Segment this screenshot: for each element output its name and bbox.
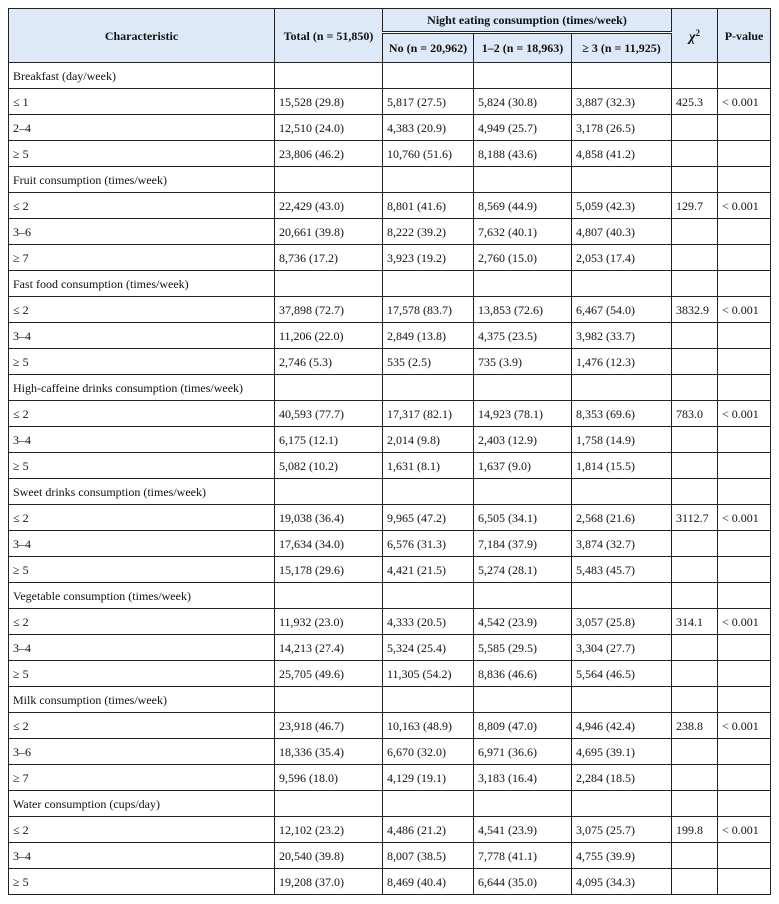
high-cell: 4,807 (40.3) bbox=[572, 219, 672, 245]
row-label: ≥ 5 bbox=[9, 141, 275, 167]
total-cell: 8,736 (17.2) bbox=[275, 245, 383, 271]
total-cell: 2,746 (5.3) bbox=[275, 349, 383, 375]
chi-square-cell bbox=[672, 427, 718, 453]
empty-cell bbox=[383, 479, 474, 505]
table-row bbox=[9, 661, 771, 687]
mid-cell: 8,809 (47.0) bbox=[474, 713, 572, 739]
p-value-cell bbox=[718, 219, 771, 245]
empty-cell bbox=[275, 479, 383, 505]
row-label: 3–6 bbox=[9, 219, 275, 245]
empty-cell bbox=[572, 479, 672, 505]
total-cell: 15,528 (29.8) bbox=[275, 89, 383, 115]
empty-cell bbox=[572, 583, 672, 609]
empty-cell bbox=[672, 791, 718, 817]
p-value-cell: < 0.001 bbox=[718, 89, 771, 115]
mid-cell: 4,542 (23.9) bbox=[474, 609, 572, 635]
high-cell: 8,353 (69.6) bbox=[572, 401, 672, 427]
chi-square-cell: 129.7 bbox=[672, 193, 718, 219]
table-row bbox=[9, 193, 771, 219]
no-cell: 8,007 (38.5) bbox=[383, 843, 474, 869]
chi-superscript: 2 bbox=[695, 28, 701, 38]
total-cell: 20,540 (39.8) bbox=[275, 843, 383, 869]
row-label: ≤ 2 bbox=[9, 609, 275, 635]
row-label: 3–4 bbox=[9, 843, 275, 869]
high-cell: 4,858 (41.2) bbox=[572, 141, 672, 167]
empty-cell bbox=[718, 63, 771, 89]
section-title: High-caffeine drinks consumption (times/week) bbox=[9, 375, 275, 401]
table-row bbox=[9, 557, 771, 583]
section-row bbox=[9, 375, 771, 401]
p-value-cell: < 0.001 bbox=[718, 713, 771, 739]
total-cell: 22,429 (43.0) bbox=[275, 193, 383, 219]
mid-cell: 1,637 (9.0) bbox=[474, 453, 572, 479]
high-cell: 3,982 (33.7) bbox=[572, 323, 672, 349]
mid-cell: 735 (3.9) bbox=[474, 349, 572, 375]
high-cell: 5,059 (42.3) bbox=[572, 193, 672, 219]
p-value-cell bbox=[718, 245, 771, 271]
row-label: ≥ 5 bbox=[9, 661, 275, 687]
high-cell: 3,057 (25.8) bbox=[572, 609, 672, 635]
p-value-cell bbox=[718, 557, 771, 583]
empty-cell bbox=[572, 687, 672, 713]
mid-cell: 4,949 (25.7) bbox=[474, 115, 572, 141]
table-row bbox=[9, 141, 771, 167]
high-cell: 4,946 (42.4) bbox=[572, 713, 672, 739]
table-row bbox=[9, 323, 771, 349]
section-title: Vegetable consumption (times/week) bbox=[9, 583, 275, 609]
high-cell: 5,564 (46.5) bbox=[572, 661, 672, 687]
empty-cell bbox=[275, 63, 383, 89]
mid-cell: 5,274 (28.1) bbox=[474, 557, 572, 583]
data-table bbox=[8, 8, 771, 895]
total-cell: 19,038 (36.4) bbox=[275, 505, 383, 531]
chi-square-cell bbox=[672, 349, 718, 375]
no-cell: 3,923 (19.2) bbox=[383, 245, 474, 271]
no-cell: 10,163 (48.9) bbox=[383, 713, 474, 739]
total-cell: 11,206 (22.0) bbox=[275, 323, 383, 349]
no-cell: 11,305 (54.2) bbox=[383, 661, 474, 687]
row-label: ≤ 2 bbox=[9, 817, 275, 843]
high-cell: 3,178 (26.5) bbox=[572, 115, 672, 141]
section-title: Breakfast (day/week) bbox=[9, 63, 275, 89]
empty-cell bbox=[383, 687, 474, 713]
p-value-cell bbox=[718, 869, 771, 895]
chi-symbol: χ bbox=[689, 30, 696, 45]
no-cell: 4,421 (21.5) bbox=[383, 557, 474, 583]
total-cell: 5,082 (10.2) bbox=[275, 453, 383, 479]
high-cell: 4,695 (39.1) bbox=[572, 739, 672, 765]
empty-cell bbox=[474, 271, 572, 297]
empty-cell bbox=[474, 479, 572, 505]
empty-cell bbox=[275, 583, 383, 609]
empty-cell bbox=[275, 375, 383, 401]
mid-cell: 6,971 (36.6) bbox=[474, 739, 572, 765]
empty-cell bbox=[672, 63, 718, 89]
p-value-cell bbox=[718, 739, 771, 765]
section-row bbox=[9, 63, 771, 89]
mid-cell: 5,585 (29.5) bbox=[474, 635, 572, 661]
empty-cell bbox=[275, 167, 383, 193]
p-value-cell bbox=[718, 661, 771, 687]
high-cell: 6,467 (54.0) bbox=[572, 297, 672, 323]
p-value-cell: < 0.001 bbox=[718, 505, 771, 531]
chi-square-cell bbox=[672, 869, 718, 895]
header-p-value: P-value bbox=[718, 9, 771, 63]
no-cell: 17,578 (83.7) bbox=[383, 297, 474, 323]
mid-cell: 7,184 (37.9) bbox=[474, 531, 572, 557]
p-value-cell: < 0.001 bbox=[718, 401, 771, 427]
table-row bbox=[9, 713, 771, 739]
empty-cell bbox=[672, 479, 718, 505]
empty-cell bbox=[672, 271, 718, 297]
section-row bbox=[9, 479, 771, 505]
empty-cell bbox=[275, 687, 383, 713]
p-value-cell: < 0.001 bbox=[718, 297, 771, 323]
table-header bbox=[9, 9, 771, 63]
empty-cell bbox=[474, 167, 572, 193]
chi-square-cell bbox=[672, 453, 718, 479]
chi-square-cell bbox=[672, 141, 718, 167]
row-label: ≥ 7 bbox=[9, 245, 275, 271]
high-cell: 4,755 (39.9) bbox=[572, 843, 672, 869]
p-value-cell bbox=[718, 843, 771, 869]
total-cell: 40,593 (77.7) bbox=[275, 401, 383, 427]
table-row bbox=[9, 843, 771, 869]
mid-cell: 2,760 (15.0) bbox=[474, 245, 572, 271]
no-cell: 4,383 (20.9) bbox=[383, 115, 474, 141]
row-label: 3–4 bbox=[9, 635, 275, 661]
empty-cell bbox=[383, 375, 474, 401]
p-value-cell bbox=[718, 453, 771, 479]
p-value-cell bbox=[718, 765, 771, 791]
chi-square-cell: 314.1 bbox=[672, 609, 718, 635]
empty-cell bbox=[275, 791, 383, 817]
p-value-cell bbox=[718, 531, 771, 557]
section-title: Fast food consumption (times/week) bbox=[9, 271, 275, 297]
total-cell: 11,932 (23.0) bbox=[275, 609, 383, 635]
p-value-cell: < 0.001 bbox=[718, 193, 771, 219]
p-value-cell bbox=[718, 115, 771, 141]
empty-cell bbox=[718, 479, 771, 505]
empty-cell bbox=[474, 583, 572, 609]
chi-square-cell: 199.8 bbox=[672, 817, 718, 843]
empty-cell bbox=[474, 687, 572, 713]
row-label: ≤ 2 bbox=[9, 297, 275, 323]
mid-cell: 4,541 (23.9) bbox=[474, 817, 572, 843]
high-cell: 5,483 (45.7) bbox=[572, 557, 672, 583]
total-cell: 25,705 (49.6) bbox=[275, 661, 383, 687]
empty-cell bbox=[474, 375, 572, 401]
empty-cell bbox=[383, 63, 474, 89]
no-cell: 6,576 (31.3) bbox=[383, 531, 474, 557]
no-cell: 8,801 (41.6) bbox=[383, 193, 474, 219]
header-chi-square bbox=[672, 9, 718, 63]
empty-cell bbox=[672, 167, 718, 193]
empty-cell bbox=[718, 583, 771, 609]
empty-cell bbox=[718, 791, 771, 817]
no-cell: 8,222 (39.2) bbox=[383, 219, 474, 245]
high-cell: 2,284 (18.5) bbox=[572, 765, 672, 791]
mid-cell: 4,375 (23.5) bbox=[474, 323, 572, 349]
empty-cell bbox=[383, 167, 474, 193]
chi-square-cell bbox=[672, 843, 718, 869]
total-cell: 12,102 (23.2) bbox=[275, 817, 383, 843]
table-row bbox=[9, 765, 771, 791]
empty-cell bbox=[474, 791, 572, 817]
empty-cell bbox=[672, 375, 718, 401]
high-cell: 3,887 (32.3) bbox=[572, 89, 672, 115]
row-label: ≤ 2 bbox=[9, 713, 275, 739]
no-cell: 2,014 (9.8) bbox=[383, 427, 474, 453]
chi-square-cell: 3832.9 bbox=[672, 297, 718, 323]
empty-cell bbox=[572, 63, 672, 89]
header-characteristic: Characteristic bbox=[9, 9, 275, 63]
chi-square-cell bbox=[672, 765, 718, 791]
empty-cell bbox=[383, 271, 474, 297]
total-cell: 14,213 (27.4) bbox=[275, 635, 383, 661]
empty-cell bbox=[718, 687, 771, 713]
total-cell: 23,806 (46.2) bbox=[275, 141, 383, 167]
chi-square-cell bbox=[672, 323, 718, 349]
p-value-cell: < 0.001 bbox=[718, 609, 771, 635]
row-label: ≥ 5 bbox=[9, 869, 275, 895]
section-row bbox=[9, 271, 771, 297]
table-row bbox=[9, 115, 771, 141]
table-row bbox=[9, 505, 771, 531]
high-cell: 2,568 (21.6) bbox=[572, 505, 672, 531]
p-value-cell bbox=[718, 349, 771, 375]
chi-square-cell bbox=[672, 531, 718, 557]
header-1-2: 1–2 (n = 18,963) bbox=[474, 33, 572, 63]
empty-cell bbox=[672, 687, 718, 713]
header-total: Total (n = 51,850) bbox=[275, 9, 383, 63]
chi-square-cell bbox=[672, 557, 718, 583]
no-cell: 17,317 (82.1) bbox=[383, 401, 474, 427]
p-value-cell bbox=[718, 635, 771, 661]
mid-cell: 13,853 (72.6) bbox=[474, 297, 572, 323]
row-label: 2–4 bbox=[9, 115, 275, 141]
mid-cell: 2,403 (12.9) bbox=[474, 427, 572, 453]
chi-square-cell: 238.8 bbox=[672, 713, 718, 739]
section-title: Fruit consumption (times/week) bbox=[9, 167, 275, 193]
row-label: 3–4 bbox=[9, 323, 275, 349]
chi-square-cell: 3112.7 bbox=[672, 505, 718, 531]
empty-cell bbox=[383, 583, 474, 609]
table-container bbox=[8, 8, 771, 895]
mid-cell: 7,632 (40.1) bbox=[474, 219, 572, 245]
chi-square-cell bbox=[672, 245, 718, 271]
empty-cell bbox=[572, 167, 672, 193]
no-cell: 535 (2.5) bbox=[383, 349, 474, 375]
row-label: 3–4 bbox=[9, 531, 275, 557]
row-label: ≥ 5 bbox=[9, 557, 275, 583]
mid-cell: 8,836 (46.6) bbox=[474, 661, 572, 687]
empty-cell bbox=[474, 63, 572, 89]
table-row bbox=[9, 453, 771, 479]
table-row bbox=[9, 739, 771, 765]
no-cell: 4,333 (20.5) bbox=[383, 609, 474, 635]
total-cell: 23,918 (46.7) bbox=[275, 713, 383, 739]
table-row bbox=[9, 245, 771, 271]
header-3-plus: ≥ 3 (n = 11,925) bbox=[572, 33, 672, 63]
header-night-eating-group: Night eating consumption (times/week) bbox=[383, 9, 672, 33]
table-body bbox=[9, 63, 771, 895]
mid-cell: 6,644 (35.0) bbox=[474, 869, 572, 895]
high-cell: 1,758 (14.9) bbox=[572, 427, 672, 453]
empty-cell bbox=[718, 375, 771, 401]
total-cell: 15,178 (29.6) bbox=[275, 557, 383, 583]
row-label: ≤ 1 bbox=[9, 89, 275, 115]
section-row bbox=[9, 687, 771, 713]
empty-cell bbox=[572, 271, 672, 297]
table-row bbox=[9, 427, 771, 453]
no-cell: 8,469 (40.4) bbox=[383, 869, 474, 895]
empty-cell bbox=[275, 271, 383, 297]
p-value-cell bbox=[718, 323, 771, 349]
table-row bbox=[9, 869, 771, 895]
chi-square-cell bbox=[672, 115, 718, 141]
mid-cell: 14,923 (78.1) bbox=[474, 401, 572, 427]
empty-cell bbox=[572, 791, 672, 817]
total-cell: 17,634 (34.0) bbox=[275, 531, 383, 557]
table-row bbox=[9, 817, 771, 843]
chi-square-cell: 425.3 bbox=[672, 89, 718, 115]
empty-cell bbox=[718, 167, 771, 193]
empty-cell bbox=[383, 791, 474, 817]
mid-cell: 3,183 (16.4) bbox=[474, 765, 572, 791]
mid-cell: 8,569 (44.9) bbox=[474, 193, 572, 219]
total-cell: 12,510 (24.0) bbox=[275, 115, 383, 141]
total-cell: 20,661 (39.8) bbox=[275, 219, 383, 245]
mid-cell: 8,188 (43.6) bbox=[474, 141, 572, 167]
total-cell: 37,898 (72.7) bbox=[275, 297, 383, 323]
high-cell: 3,304 (27.7) bbox=[572, 635, 672, 661]
total-cell: 6,175 (12.1) bbox=[275, 427, 383, 453]
table-row bbox=[9, 401, 771, 427]
no-cell: 4,129 (19.1) bbox=[383, 765, 474, 791]
mid-cell: 5,824 (30.8) bbox=[474, 89, 572, 115]
section-title: Sweet drinks consumption (times/week) bbox=[9, 479, 275, 505]
empty-cell bbox=[672, 583, 718, 609]
table-row bbox=[9, 349, 771, 375]
p-value-cell bbox=[718, 141, 771, 167]
section-title: Water consumption (cups/day) bbox=[9, 791, 275, 817]
high-cell: 1,814 (15.5) bbox=[572, 453, 672, 479]
row-label: ≥ 5 bbox=[9, 349, 275, 375]
total-cell: 9,596 (18.0) bbox=[275, 765, 383, 791]
section-row bbox=[9, 167, 771, 193]
section-row bbox=[9, 791, 771, 817]
high-cell: 4,095 (34.3) bbox=[572, 869, 672, 895]
no-cell: 5,817 (27.5) bbox=[383, 89, 474, 115]
no-cell: 10,760 (51.6) bbox=[383, 141, 474, 167]
table-row bbox=[9, 531, 771, 557]
row-label: ≥ 7 bbox=[9, 765, 275, 791]
mid-cell: 6,505 (34.1) bbox=[474, 505, 572, 531]
p-value-cell: < 0.001 bbox=[718, 817, 771, 843]
table-row bbox=[9, 635, 771, 661]
no-cell: 2,849 (13.8) bbox=[383, 323, 474, 349]
high-cell: 2,053 (17.4) bbox=[572, 245, 672, 271]
high-cell: 3,874 (32.7) bbox=[572, 531, 672, 557]
empty-cell bbox=[572, 375, 672, 401]
chi-square-cell bbox=[672, 219, 718, 245]
no-cell: 1,631 (8.1) bbox=[383, 453, 474, 479]
section-title: Milk consumption (times/week) bbox=[9, 687, 275, 713]
table-row bbox=[9, 89, 771, 115]
chi-square-cell bbox=[672, 635, 718, 661]
mid-cell: 7,778 (41.1) bbox=[474, 843, 572, 869]
row-label: 3–4 bbox=[9, 427, 275, 453]
high-cell: 3,075 (25.7) bbox=[572, 817, 672, 843]
chi-square-cell bbox=[672, 739, 718, 765]
no-cell: 5,324 (25.4) bbox=[383, 635, 474, 661]
row-label: ≤ 2 bbox=[9, 401, 275, 427]
p-value-cell bbox=[718, 427, 771, 453]
chi-square-cell bbox=[672, 661, 718, 687]
table-row bbox=[9, 297, 771, 323]
total-cell: 18,336 (35.4) bbox=[275, 739, 383, 765]
no-cell: 6,670 (32.0) bbox=[383, 739, 474, 765]
empty-cell bbox=[718, 271, 771, 297]
section-row bbox=[9, 583, 771, 609]
row-label: 3–6 bbox=[9, 739, 275, 765]
row-label: ≤ 2 bbox=[9, 505, 275, 531]
chi-square-cell: 783.0 bbox=[672, 401, 718, 427]
no-cell: 9,965 (47.2) bbox=[383, 505, 474, 531]
table-row bbox=[9, 219, 771, 245]
high-cell: 1,476 (12.3) bbox=[572, 349, 672, 375]
row-label: ≤ 2 bbox=[9, 193, 275, 219]
row-label: ≥ 5 bbox=[9, 453, 275, 479]
no-cell: 4,486 (21.2) bbox=[383, 817, 474, 843]
table-row bbox=[9, 609, 771, 635]
header-no: No (n = 20,962) bbox=[383, 33, 474, 63]
total-cell: 19,208 (37.0) bbox=[275, 869, 383, 895]
